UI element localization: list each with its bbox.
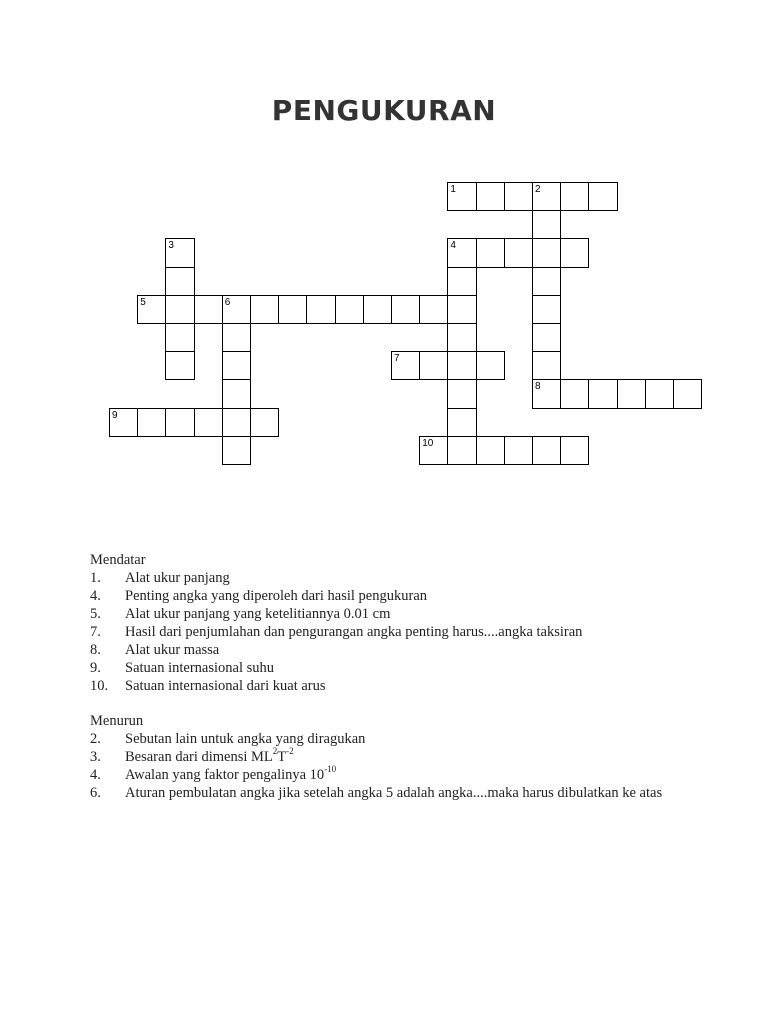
clue-text: Penting angka yang diperoleh dari hasil pengukuran bbox=[125, 588, 428, 604]
crossword-cell[interactable] bbox=[560, 238, 589, 267]
crossword-cell[interactable] bbox=[250, 295, 279, 324]
clue-text: Hasil dari penjumlahan dan pengurangan angka penting harus....angka taksiran bbox=[125, 624, 583, 640]
crossword-cell[interactable] bbox=[532, 210, 561, 239]
crossword-cell[interactable] bbox=[476, 182, 505, 211]
crossword-cell[interactable] bbox=[419, 351, 448, 380]
clue-number-label: 9 bbox=[112, 409, 118, 421]
crossword-cell[interactable] bbox=[560, 182, 589, 211]
clue-text bbox=[125, 764, 337, 783]
crossword-cell[interactable] bbox=[165, 238, 194, 267]
clue-down-4 bbox=[90, 766, 690, 784]
clue-text: Sebutan lain untuk angka yang diragukan bbox=[125, 731, 366, 747]
crossword-cell[interactable] bbox=[419, 436, 448, 465]
clue-number-label: 5 bbox=[140, 296, 146, 308]
crossword-cell[interactable] bbox=[532, 436, 561, 465]
crossword-cell[interactable] bbox=[222, 436, 251, 465]
crossword-cell[interactable] bbox=[476, 351, 505, 380]
crossword-cell[interactable] bbox=[560, 379, 589, 408]
clue-text: Aturan pembulatan angka jika setelah angka 5 adalah angka....maka harus dibulatkan ke atas bbox=[125, 785, 663, 801]
crossword-cell[interactable] bbox=[447, 379, 476, 408]
clue-number-label: 8 bbox=[535, 381, 541, 393]
clue-number-label: 3 bbox=[168, 240, 174, 252]
exponent: -10 bbox=[324, 764, 337, 775]
exponent: -2 bbox=[286, 746, 294, 757]
crossword-cell[interactable] bbox=[532, 323, 561, 352]
clue-number-label: 2 bbox=[535, 184, 541, 195]
crossword-cell[interactable] bbox=[194, 295, 223, 324]
clue-across-1 bbox=[90, 569, 690, 587]
crossword-cell[interactable] bbox=[222, 323, 251, 352]
crossword-cell[interactable] bbox=[222, 351, 251, 380]
clue-number: 6. bbox=[90, 785, 101, 801]
crossword-cell[interactable] bbox=[447, 408, 476, 437]
clue-number: 4. bbox=[90, 588, 101, 604]
clue-text: Satuan internasional suhu bbox=[125, 660, 275, 676]
clue-text bbox=[125, 746, 294, 765]
clue-number: 5. bbox=[90, 606, 101, 622]
crossword-cell[interactable] bbox=[532, 379, 561, 408]
crossword-cell[interactable] bbox=[532, 238, 561, 267]
crossword-cell[interactable] bbox=[617, 379, 646, 408]
clue-number-label: 1 bbox=[450, 184, 456, 195]
clue-text-main: Besaran dari dimensi ML bbox=[125, 749, 273, 765]
crossword-cell[interactable] bbox=[137, 295, 166, 324]
crossword-cell[interactable] bbox=[165, 295, 194, 324]
crossword-cell[interactable] bbox=[588, 182, 617, 211]
crossword-cell[interactable] bbox=[504, 436, 533, 465]
crossword-cell[interactable] bbox=[222, 379, 251, 408]
crossword-cell[interactable] bbox=[137, 408, 166, 437]
crossword-cell[interactable] bbox=[278, 295, 307, 324]
crossword-cell[interactable] bbox=[504, 238, 533, 267]
crossword-cell[interactable] bbox=[532, 351, 561, 380]
across-clues bbox=[90, 551, 690, 695]
clue-text: Satuan internasional dari kuat arus bbox=[125, 678, 326, 694]
crossword-cell[interactable] bbox=[447, 238, 476, 267]
crossword-cell[interactable] bbox=[391, 351, 420, 380]
crossword-cell[interactable] bbox=[391, 295, 420, 324]
crossword-cell[interactable] bbox=[165, 408, 194, 437]
clue-across-10 bbox=[90, 677, 690, 695]
clue-down-2 bbox=[90, 730, 690, 748]
crossword-cell[interactable] bbox=[532, 182, 561, 211]
across-heading: Mendatar bbox=[90, 552, 146, 568]
crossword-cell[interactable] bbox=[532, 267, 561, 296]
crossword-cell[interactable] bbox=[645, 379, 674, 408]
clue-number: 1. bbox=[90, 570, 101, 586]
crossword-cell[interactable] bbox=[165, 267, 194, 296]
clue-across-4 bbox=[90, 587, 690, 605]
clue-text: Alat ukur massa bbox=[125, 642, 220, 658]
crossword-cell[interactable] bbox=[335, 295, 364, 324]
down-clues bbox=[90, 712, 690, 802]
crossword-cell[interactable] bbox=[109, 408, 138, 437]
clue-list bbox=[90, 551, 690, 802]
crossword-cell[interactable] bbox=[222, 295, 251, 324]
crossword-cell[interactable] bbox=[504, 182, 533, 211]
clue-text-unit: T bbox=[277, 749, 287, 765]
clue-number: 3. bbox=[90, 749, 101, 765]
crossword-cell[interactable] bbox=[419, 295, 448, 324]
crossword-cell[interactable] bbox=[447, 436, 476, 465]
clue-down-6 bbox=[90, 784, 690, 802]
crossword-cell[interactable] bbox=[673, 379, 702, 408]
clue-across-5 bbox=[90, 605, 690, 623]
down-heading: Menurun bbox=[90, 713, 144, 729]
crossword-cell[interactable] bbox=[194, 408, 223, 437]
crossword-cell[interactable] bbox=[165, 351, 194, 380]
clue-number-label: 10 bbox=[422, 437, 434, 449]
crossword-cell[interactable] bbox=[560, 436, 589, 465]
clue-number: 7. bbox=[90, 624, 101, 640]
crossword-cell[interactable] bbox=[363, 295, 392, 324]
clue-number: 10. bbox=[90, 678, 109, 694]
crossword-cell[interactable] bbox=[165, 323, 194, 352]
clue-number: 8. bbox=[90, 642, 101, 658]
crossword-grid bbox=[0, 0, 768, 500]
clue-across-8 bbox=[90, 641, 690, 659]
crossword-cell[interactable] bbox=[447, 295, 476, 324]
clue-across-9 bbox=[90, 659, 690, 677]
crossword-cell[interactable] bbox=[476, 238, 505, 267]
crossword-cell[interactable] bbox=[476, 436, 505, 465]
crossword-cell[interactable] bbox=[222, 408, 251, 437]
crossword-cell[interactable] bbox=[447, 267, 476, 296]
page-title: PENGUKURAN bbox=[271, 94, 497, 127]
clue-number: 4. bbox=[90, 767, 101, 783]
exponent: 2 bbox=[272, 746, 278, 757]
crossword-cell[interactable] bbox=[447, 351, 476, 380]
clue-number: 9. bbox=[90, 660, 101, 676]
crossword-cell[interactable] bbox=[588, 379, 617, 408]
crossword-cell[interactable] bbox=[250, 408, 279, 437]
crossword-cell[interactable] bbox=[306, 295, 335, 324]
clue-text: Alat ukur panjang yang ketelitiannya 0.01 cm bbox=[125, 606, 391, 622]
clue-down-3 bbox=[90, 748, 690, 766]
clue-number-label: 4 bbox=[450, 240, 456, 252]
clue-text-main: Awalan yang faktor pengalinya 10 bbox=[125, 767, 325, 783]
crossword-cell[interactable] bbox=[447, 323, 476, 352]
crossword-cell[interactable] bbox=[447, 182, 476, 211]
clue-number: 2. bbox=[90, 731, 101, 747]
clue-text: Alat ukur panjang bbox=[125, 570, 230, 586]
clue-number-label: 6 bbox=[224, 296, 231, 308]
clue-across-7 bbox=[90, 623, 690, 641]
clue-number-label: 7 bbox=[394, 353, 400, 365]
crossword-cell[interactable] bbox=[532, 295, 561, 324]
